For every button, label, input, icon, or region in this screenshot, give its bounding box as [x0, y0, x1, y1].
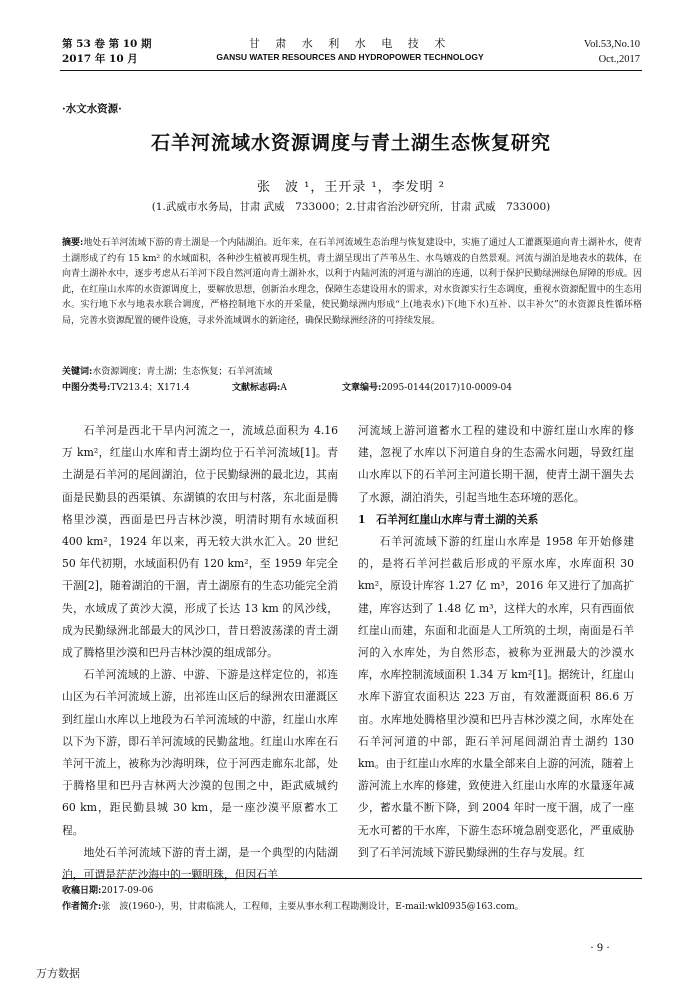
column-tag: ·水文水资源·: [62, 103, 122, 115]
keywords-text: 水资源调度；青土湖；生态恢复；石羊河流域: [92, 367, 273, 377]
body-paragraph: 石羊河是西北干旱内河流之一，流域总面积为 4.16 万 km²，红崖山水库和青土湖均位于石羊河流域[1]。青土湖是石羊河的尾闾湖泊，位于民勤绿洲的最北边，其南面是民勤县的西渠镇、东湖镇的农田与村落，东北面是腾格里沙漠，西面是巴丹吉林沙漠，明清时期有水域面积 400 km²，1924 年以来，再无较大洪水汇入。20 世纪 50 年代初期，水域面积仍有 120 km²，至 1959 年完全干涸[2]，随着湖泊的干涸，青土湖原有的生态功能完全消失，水域成了黄沙大漠，形成了长达 13 km 的风沙线，成为民勤绿洲北部最大的风沙口，昔日碧波荡漾的青土湖成了腾格里沙漠和巴丹吉林沙漠的组成部分。: [62, 424, 338, 660]
affiliations: (1.武威市水务局，甘肃 武威 733000；2.甘肃省治沙研究所，甘肃 武威 733000): [151, 201, 551, 213]
keywords-label: 关键词:: [62, 367, 93, 377]
clc-label: 中图分类号:: [62, 383, 111, 393]
journal-name-cn: 甘 肃 水 利 水 电 技 术: [248, 37, 452, 50]
body-column-right: [358, 420, 634, 864]
abstract-text: 地处石羊河流域下游的青土湖是一个内陆湖泊。近年来，在石羊河流域生态治理与恢复建设中，实施了通过人工灌溉渠道向青土湖补水，使青土湖形成了约有 15 km² 的水域面积，各种沙生植被再现生机，青土湖呈现出了芦苇丛生、水鸟嬉戏的自然景观。河流与湖泊是地表水的载体，在向青土湖补水中，逐步考虑从石羊河下段自然河道向青土湖补水，以利于内陆河流的河道与湖泊的连通，以利于保护民勤绿洲绿色屏障的形成。因此，在红崖山水库的水资源调度上，要解放思想，创新治水理念，保障生态建设用水的需求，对水资源实行生态调度，重视水资源配置中的生态用水。实行地下水与地表水联合调度，严格控制地下水的开采量，使民勤绿洲内形成“上(地表水)下(地下水)互补、以丰补欠”的水资源良性循环格局，完善水资源配置的硬件设施，寻求外流域调水的新途径，确保民勤绿洲经济的可持续发展。: [62, 238, 642, 326]
author-bio-text: 张 波(1960-)，男，甘肃临洮人，工程师，主要从事水利工程勘测设计，E-mail:wkl0935@163.com。: [101, 902, 524, 912]
received-label: 收稿日期:: [62, 886, 102, 896]
doc-code-label: 文献标志码:: [232, 383, 281, 393]
author-list: 张 波 ¹，王开录 ¹，李发明 ²: [256, 180, 446, 195]
clc-number: TV213.4；X171.4: [110, 383, 190, 393]
footnote-rule: [62, 878, 642, 879]
abstract: [62, 236, 642, 330]
abstract-label: 摘要:: [62, 238, 84, 248]
running-header-journal: [175, 37, 525, 64]
classification-line: [62, 381, 642, 396]
section-heading: 1 石羊河红崖山水库与青土湖的关系: [358, 512, 539, 526]
volume-issue-en: Vol.53,No.10: [583, 39, 640, 50]
article-title: 石羊河流域水资源调度与青土湖生态恢复研究: [150, 132, 551, 154]
received-date: [62, 884, 642, 899]
author-bio-label: 作者简介:: [62, 902, 102, 912]
body-paragraph: 地处石羊河流域下游的青土湖，是一个典型的内陆湖泊，可谓是茫茫沙海中的一颗明珠，但因石羊: [62, 845, 338, 882]
keywords: [62, 365, 642, 380]
header-rule: [60, 70, 642, 71]
page-number: · 9 ·: [590, 940, 610, 954]
running-header-volume: [62, 37, 172, 67]
journal-name-en: GANSU WATER RESOURCES AND HYDROPOWER TECHNOLOGY: [216, 52, 484, 62]
article-no-label: 文章编号:: [342, 383, 382, 393]
author-bio: [62, 900, 642, 915]
received-value: 2017-09-06: [101, 886, 154, 896]
running-header-volume-en: [520, 37, 640, 67]
doc-code: A: [280, 383, 287, 393]
body-paragraph-continued: 河流域上游河道蓄水工程的建设和中游红崖山水库的修建，忽视了水库以下河道自身的生态需水问题，导致红崖山水库以下的石羊河主河道长期干涸，使青土湖干涸失去了水源，湖泊消失，引起当地生态环境的恶化。: [358, 424, 634, 504]
body-paragraph: 石羊河流域的上游、中游、下游是这样定位的，祁连山区为石羊河流域上游，出祁连山区后的绿洲农田灌溉区到红崖山水库以上地段为石羊河流域的中游，红崖山水库以下为下游，即石羊河流域的民勤盆地。红崖山水库在石羊河干流上，被称为沙海明珠，位于河西走廊东北部，处于腾格里和巴丹吉林两大沙漠的包围之中，距武威城约 60 km，距民勤县城 30 km，是一座沙漠平原蓄水工程。: [62, 668, 338, 837]
volume-issue-cn: 第 53 卷 第 10 期: [62, 38, 152, 50]
body-paragraph: 石羊河流域下游的红崖山水库是 1958 年开始修建的，是将石羊河拦截后形成的平原水库，水库面积 30 km²，原设计库容 1.27 亿 m³，2016 年又进行了加高扩建，库容达到了 1.48 亿 m³，这样大的水库，只有西面依红崖山而建，东面和北面是人工所筑的土坝，南面是石羊河的入水库处，为自然形态，被称为亚洲最大的沙漠水库，水库控制流域面积 1.34 万 km²[1]。据统计，红崖山水库下游宜农面积达 223 万亩，有效灌溉面积 86.6 万亩。水库地处腾格里沙漠和巴丹吉林沙漠之间，水库处在石羊河河道的中部，距石羊河尾闾湖泊青土湖约 130 km。由于红崖山水库的水量全部来自上游的河流，随着上游河流上水库的修建，致使进入红崖山水库的水量逐年减少，蓄水量不断下降，到 2004 年时一度干涸，成了一座无水可蓄的干水库，下游生态环境急剧变恶化，严重威胁到了石羊河流域下游民勤绿洲的生存与发展。红: [358, 535, 634, 859]
date-en: Oct.,2017: [598, 54, 640, 65]
body-column-left: [62, 420, 338, 886]
watermark: 万方数据: [36, 967, 80, 980]
date-cn: 2017 年 10 月: [62, 53, 138, 65]
article-number: 2095-0144(2017)10-0009-04: [381, 383, 512, 393]
